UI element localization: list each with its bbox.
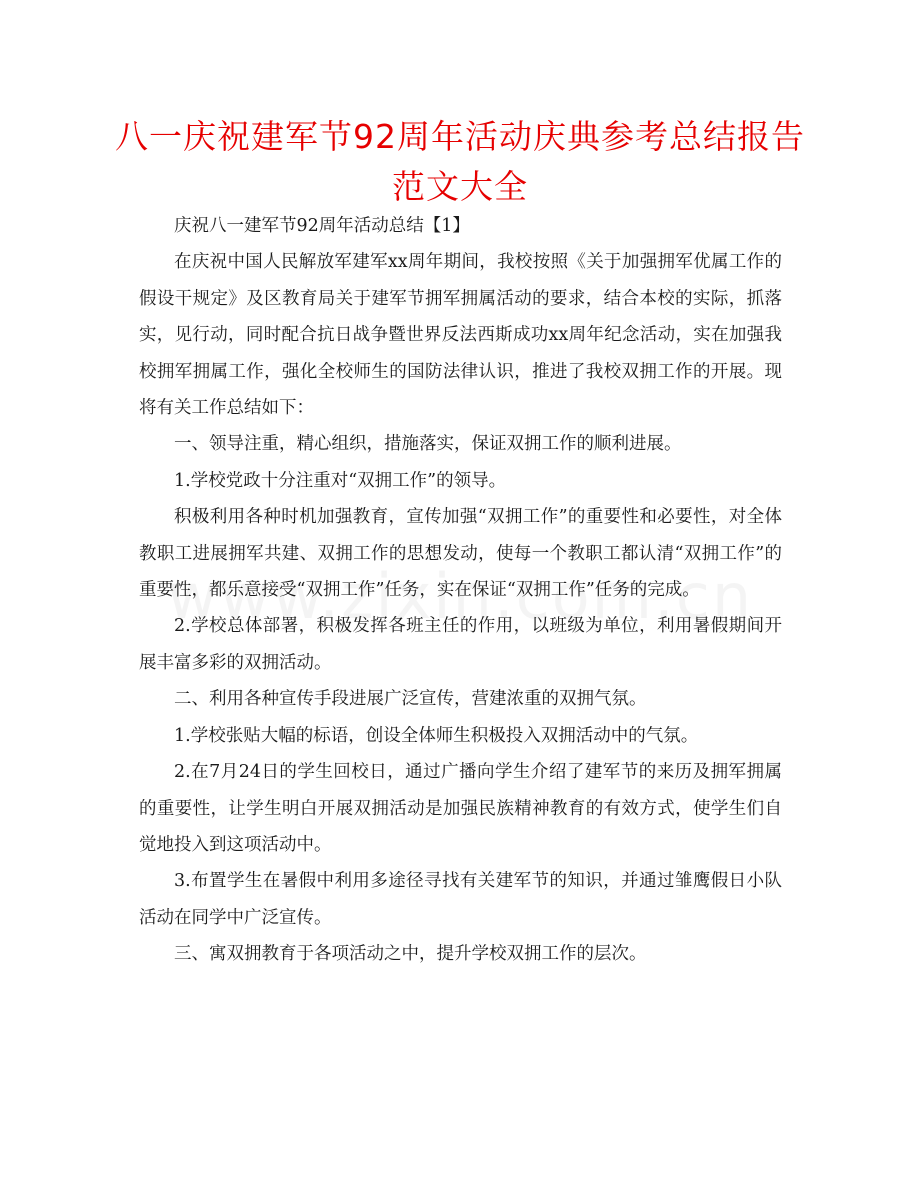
document-title: 八一庆祝建军节92周年活动庆典参考总结报告范文大全 <box>115 117 805 206</box>
list-item: 1.学校党政十分注重对“双拥工作”的领导。 <box>174 470 507 491</box>
document-body <box>139 208 782 973</box>
section-heading-one: 一、领导注重，精心组织，措施落实，保证双拥工作的顺利进展。 <box>174 434 682 455</box>
section-heading-two: 二、利用各种宣传手段进展广泛宣传，营建浓重的双拥气氛。 <box>174 689 647 710</box>
paragraph: 积极利用各种时机加强教育，宣传加强“双拥工作”的重要性和必要性，对全体教职工进展拥军共建、双拥工作的思想发动，使每一个教职工都认清“双拥工作”的重要性，都乐意接受“双拥工作”任务，实在保证“双拥工作”任务的完成。 <box>139 507 782 601</box>
list-item: 2.在7月24日的学生回校日，通过广播向学生介绍了建军节的来历及拥军拥属的重要性，让学生明白开展双拥活动是加强民族精神教育的有效方式，使学生们自觉地投入到这项活动中。 <box>139 762 782 855</box>
list-item: 3.布置学生在暑假中利用多途径寻找有关建军节的知识，并通过雏鹰假日小队活动在同学中广泛宣传。 <box>139 871 782 928</box>
paragraph-intro: 在庆祝中国人民解放军建军xx周年期间，我校按照《关于加强拥军优属工作的假设干规定》及区教育局关于建军节拥军拥属活动的要求，结合本校的实际，抓落实，见行动，同时配合抗日战争暨世界反法西斯成功xx周年纪念活动，实在加强我校拥军拥属工作，强化全校师生的国防法律认识，推进了我校双拥工作的开展。现将有关工作总结如下： <box>139 252 782 419</box>
list-item: 1.学校张贴大幅的标语，创设全体师生积极投入双拥活动中的气氛。 <box>174 725 699 746</box>
section-heading: 庆祝八一建军节92周年活动总结【1】 <box>174 216 470 236</box>
section-heading-three: 三、寓双拥教育于各项活动之中，提升学校双拥工作的层次。 <box>174 944 647 965</box>
list-item: 2.学校总体部署，积极发挥各班主任的作用，以班级为单位，利用暑假期间开展丰富多彩的双拥活动。 <box>139 616 782 673</box>
